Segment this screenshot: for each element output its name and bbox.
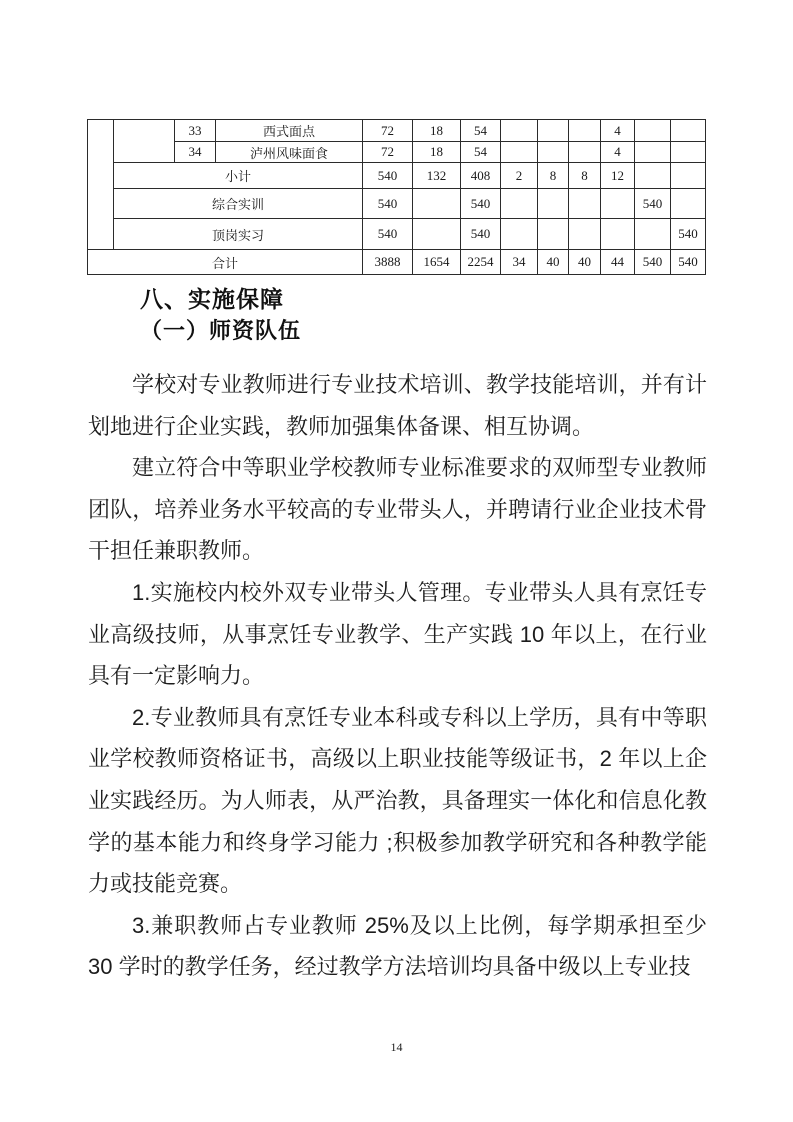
table-cell: 顶岗实习 [114,219,363,250]
table-cell [635,142,671,163]
table-cell: 3888 [363,250,413,275]
table-cell: 8 [569,163,601,189]
table-cell: 小计 [114,163,363,189]
table-cell: 合计 [88,250,363,275]
table-row [88,142,706,163]
table-row-comprehensive-training [88,189,706,219]
table-cell [671,163,706,189]
table-cell: 72 [363,120,413,142]
table-cell: 40 [538,250,569,275]
table-cell [569,142,601,163]
table-cell: 54 [461,142,501,163]
table-cell: 44 [601,250,635,275]
table-cell [635,120,671,142]
table-cell [538,142,569,163]
table-cell [501,120,538,142]
table-cell [671,120,706,142]
paragraph: 3.兼职教师占专业教师 25%及以上比例，每学期承担至少 30 学时的教学任务，经过教学方法培训均具备中级以上专业技 [88,912,707,980]
table-cell: 40 [569,250,601,275]
table-row-total [88,250,706,275]
table-cell [569,219,601,250]
table-cell: 4 [601,142,635,163]
page-number: 14 [390,1040,403,1054]
table-cell: 综合实训 [114,189,363,219]
table-cell [88,120,114,250]
table-row-internship [88,219,706,250]
table-cell: 33 [175,120,216,142]
table-cell [601,219,635,250]
table-cell [671,142,706,163]
table-cell: 540 [363,219,413,250]
table-cell [601,189,635,219]
table-cell: 8 [538,163,569,189]
table-row-subtotal [88,163,706,189]
table-cell [569,120,601,142]
table-cell: 540 [635,250,671,275]
paragraph: 1.实施校内校外双专业带头人管理。专业带头人具有烹饪专业高级技师，从事烹饪专业教学、生产实践 10 年以上，在行业具有一定影响力。 [88,579,707,689]
table-cell: 34 [175,142,216,163]
table-cell: 408 [461,163,501,189]
table-cell [501,219,538,250]
table-row [88,120,706,142]
table-cell: 132 [413,163,461,189]
table-cell: 540 [461,219,501,250]
table-cell [538,189,569,219]
table-cell: 泸州风味面食 [216,142,363,163]
table-cell: 540 [671,219,706,250]
table-cell [538,219,569,250]
table-cell [501,142,538,163]
table-cell: 540 [635,189,671,219]
table-cell: 4 [601,120,635,142]
table-cell [413,189,461,219]
table-cell [501,189,538,219]
subsection-heading: （一）师资队伍 [140,318,302,343]
table-cell: 34 [501,250,538,275]
table-cell: 18 [413,142,461,163]
paragraph: 学校对专业教师进行专业技术培训、教学技能培训，并有计划地进行企业实践，教师加强集体备课、相互协调。 [88,372,707,439]
table-cell: 18 [413,120,461,142]
table-cell [635,219,671,250]
table-cell [114,120,175,163]
section-heading: 八、实施保障 [140,286,284,312]
table-cell [635,163,671,189]
table-cell [413,219,461,250]
table-cell: 西式面点 [216,120,363,142]
table-cell: 540 [671,250,706,275]
table-cell: 12 [601,163,635,189]
table-cell: 1654 [413,250,461,275]
table-cell [671,189,706,219]
body-text [88,364,707,988]
table-cell: 2 [501,163,538,189]
table-cell: 540 [363,163,413,189]
paragraph: 2.专业教师具有烹饪专业本科或专科以上学历，具有中等职业学校教师资格证书，高级以上职业技能等级证书，2 年以上企业实践经历。为人师表，从严治教，具备理实一体化和信息化教学的基本能力和终身学习能力 ;积极参加教学研究和各种教学能力或技能竞赛。 [88,704,707,897]
table-cell: 540 [363,189,413,219]
table-cell: 540 [461,189,501,219]
paragraph: 建立符合中等职业学校教师专业标准要求的双师型专业教师团队，培养业务水平较高的专业带头人，并聘请行业企业技术骨干担任兼职教师。 [88,455,707,564]
table-cell: 2254 [461,250,501,275]
table-cell [538,120,569,142]
table-cell: 72 [363,142,413,163]
table-cell [569,189,601,219]
course-hours-table [87,119,706,275]
table-cell: 54 [461,120,501,142]
